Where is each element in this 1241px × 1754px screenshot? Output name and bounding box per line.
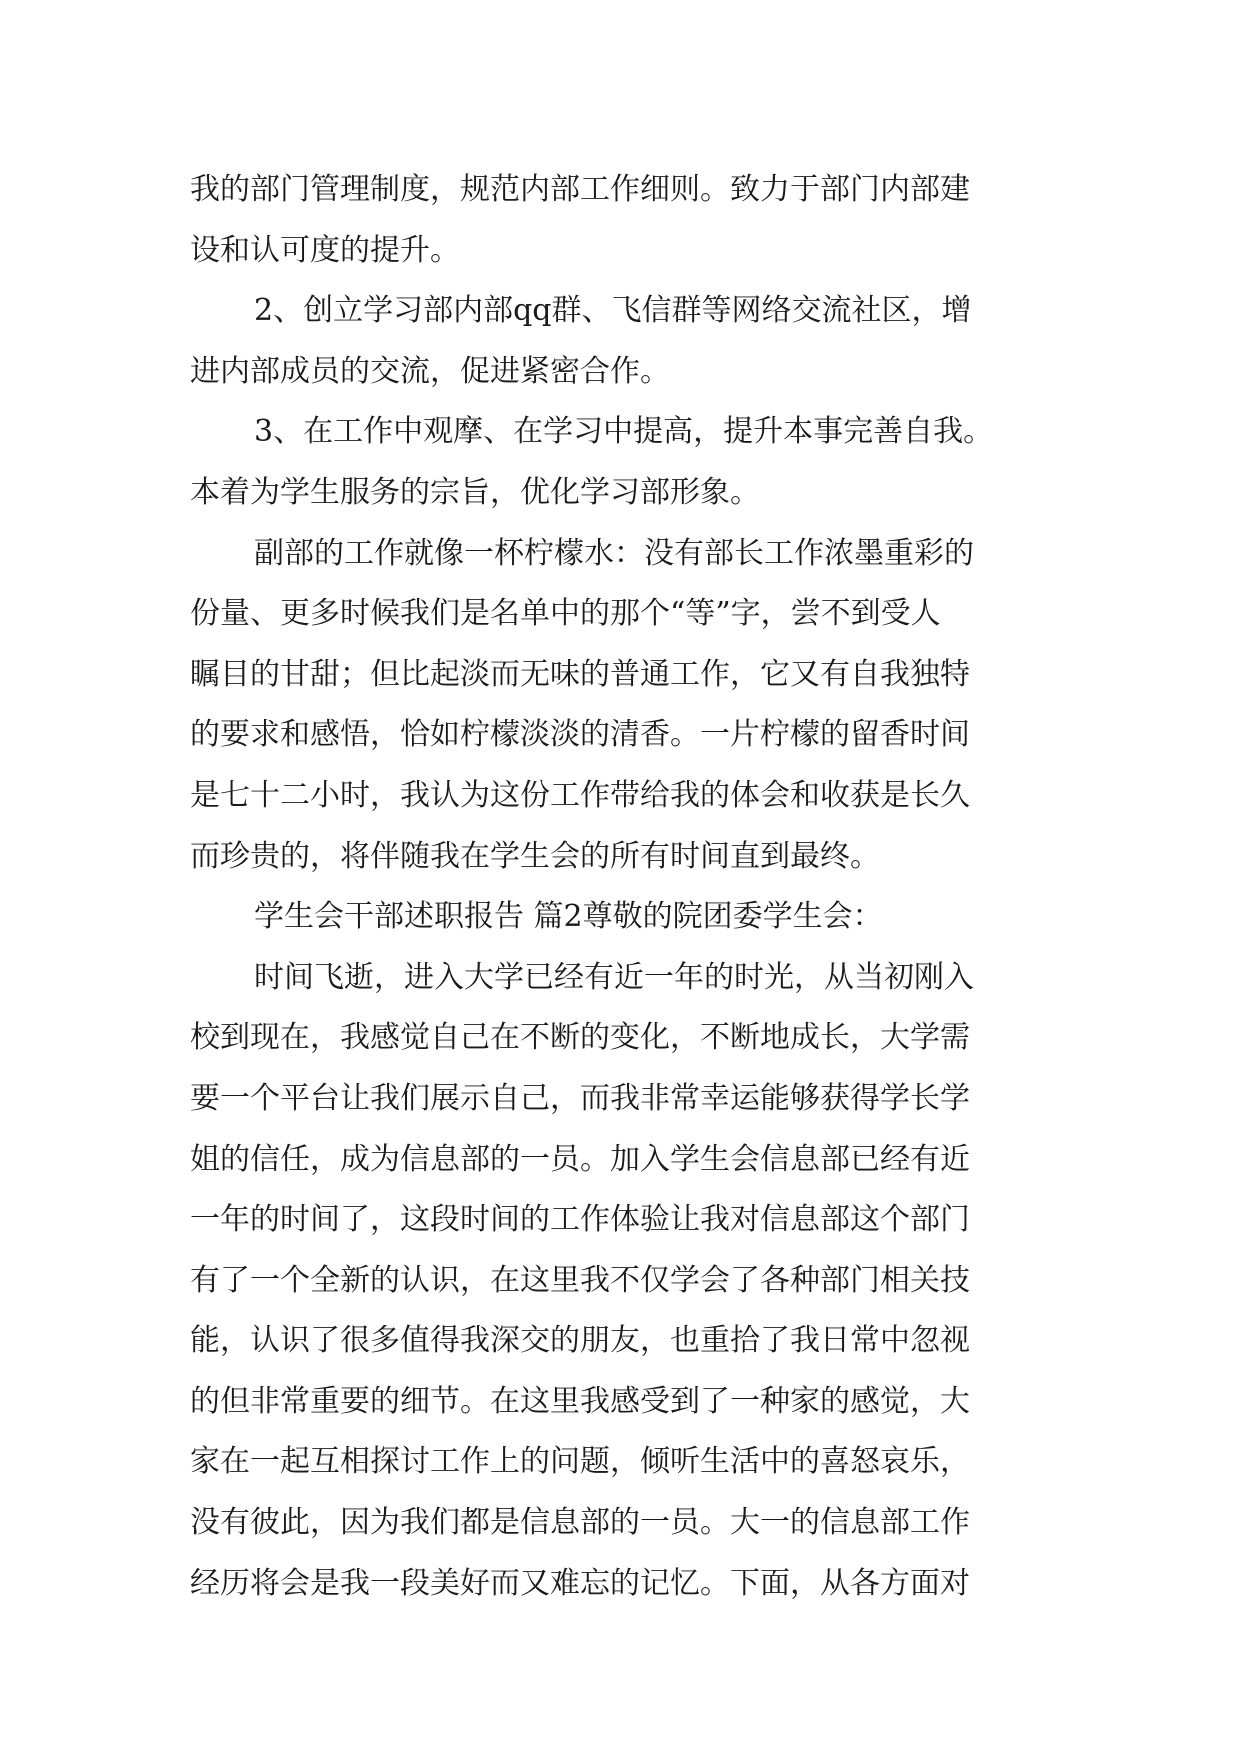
text-line: 一年的时间了，这段时间的工作体验让我对信息部这个部门 xyxy=(190,1202,970,1238)
text-line: 2、创立学习部内部qq群、飞信群等网络交流社区，增 xyxy=(254,293,972,329)
text-line: 能，认识了很多值得我深交的朋友，也重拾了我日常中忽视 xyxy=(190,1323,970,1359)
text-line: 校到现在，我感觉自己在不断的变化，不断地成长，大学需 xyxy=(190,1020,970,1056)
text-line: 设和认可度的提升。 xyxy=(190,232,460,268)
text-line: 的但非常重要的细节。在这里我感受到了一种家的感觉，大 xyxy=(190,1383,970,1419)
text-line: 我的部门管理制度，规范内部工作细则。致力于部门内部建 xyxy=(190,172,970,207)
text-line: 姐的信任，成为信息部的一员。加入学生会信息部已经有近 xyxy=(190,1141,970,1177)
text-line: 本着为学生服务的宗旨，优化学习部形象。 xyxy=(190,474,760,510)
text-line: 副部的工作就像一杯柠檬水：没有部长工作浓墨重彩的 xyxy=(254,535,974,571)
text-line: 的要求和感悟，恰如柠檬淡淡的清香。一片柠檬的留香时间 xyxy=(190,717,970,753)
text-line: 进内部成员的交流，促进紧密合作。 xyxy=(190,353,670,389)
text-line: 而珍贵的，将伴随我在学生会的所有时间直到最终。 xyxy=(190,838,880,874)
text-line: 经历将会是我一段美好而又难忘的记忆。下面，从各方面对 xyxy=(190,1565,970,1601)
text-line: 学生会干部述职报告 篇2尊敬的院团委学生会： xyxy=(254,899,883,935)
text-line: 要一个平台让我们展示自己，而我非常幸运能够获得学长学 xyxy=(190,1080,970,1116)
text-line: 时间飞逝，进入大学已经有近一年的时光，从当初刚入 xyxy=(254,959,974,995)
text-line: 3、在工作中观摩、在学习中提高，提升本事完善自我。 xyxy=(254,414,994,450)
text-line: 是七十二小时，我认为这份工作带给我的体会和收获是长久 xyxy=(190,777,970,813)
text-line: 有了一个全新的认识，在这里我不仅学会了各种部门相关技 xyxy=(190,1262,970,1298)
document-body xyxy=(190,160,1060,1614)
text-line: 没有彼此，因为我们都是信息部的一员。大一的信息部工作 xyxy=(190,1505,970,1541)
text-line: 瞩目的甘甜；但比起淡而无味的普通工作，它又有自我独特 xyxy=(190,656,970,692)
text-line: 份量、更多时候我们是名单中的那个“等”字，尝不到受人 xyxy=(190,596,941,632)
text-line: 家在一起互相探讨工作上的问题，倾听生活中的喜怒哀乐， xyxy=(190,1444,970,1480)
